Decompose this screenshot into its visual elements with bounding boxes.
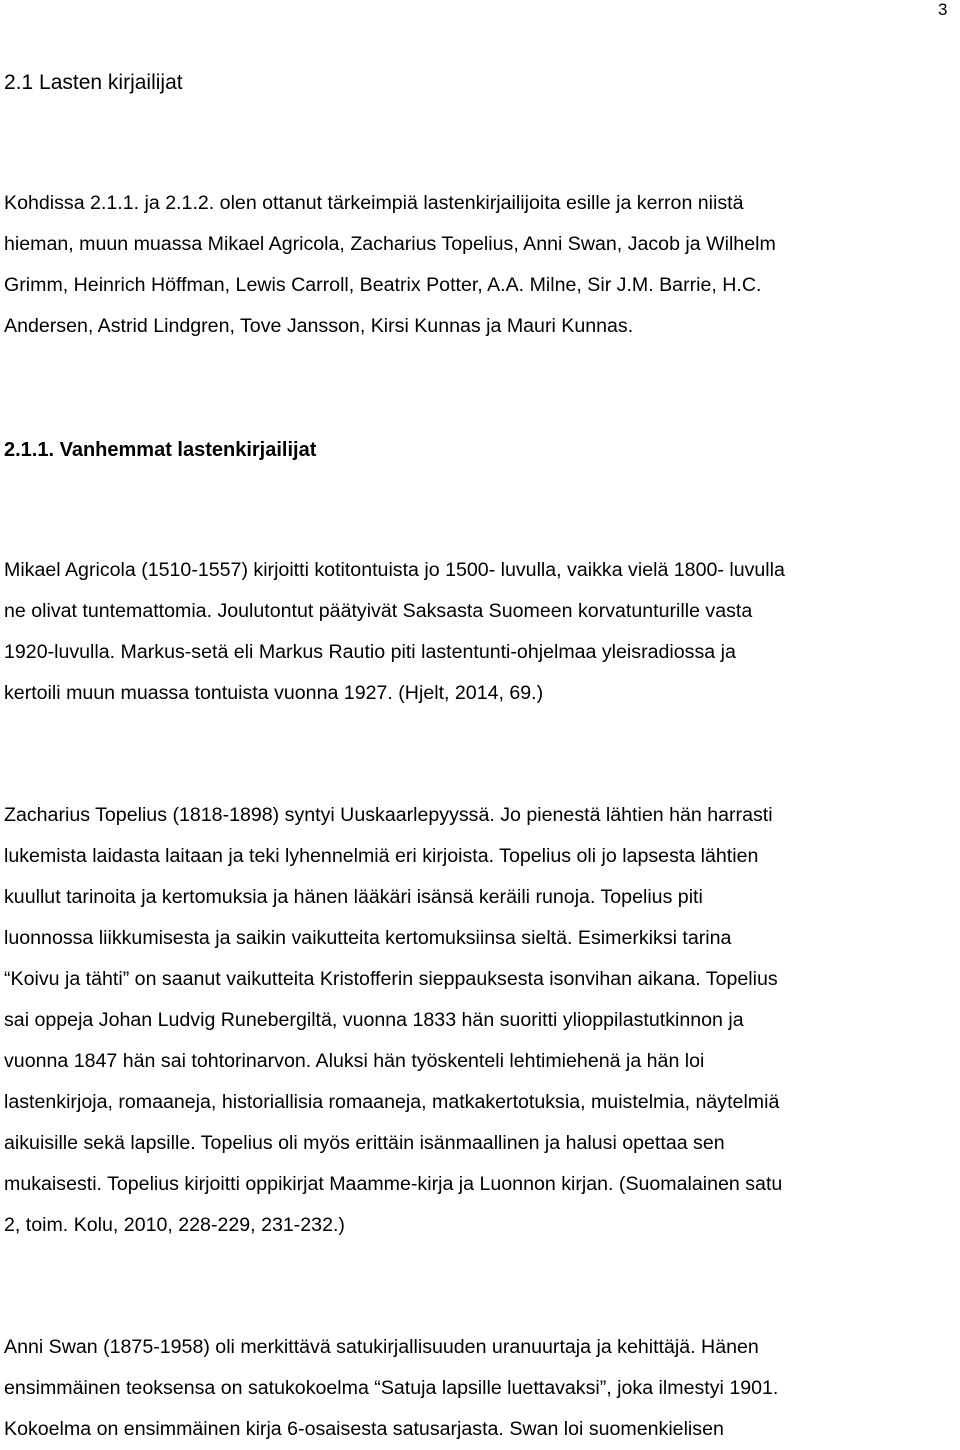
- paragraph-line: hieman, muun muassa Mikael Agricola, Zacharius Topelius, Anni Swan, Jacob ja Wilhelm: [4, 233, 776, 255]
- paragraph-line: Mikael Agricola (1510-1557) kirjoitti kotitontuista jo 1500- luvulla, vaikka vielä 1800- luvulla: [4, 559, 785, 581]
- paragraph-line: Andersen, Astrid Lindgren, Tove Jansson, Kirsi Kunnas ja Mauri Kunnas.: [4, 315, 634, 337]
- intro-paragraph: [4, 183, 958, 347]
- paragraph-line: aikuisille sekä lapsille. Topelius oli myös erittäin isänmaallinen ja halusi opettaa sen: [4, 1132, 725, 1154]
- paragraph-line: lukemista laidasta laitaan ja teki lyhennelmiä eri kirjoista. Topelius oli jo lapsesta lähtien: [4, 845, 759, 867]
- paragraph-line: Kohdissa 2.1.1. ja 2.1.2. olen ottanut tärkeimpiä lastenkirjailijoita esille ja kerron niistä: [4, 192, 744, 214]
- swan-paragraph: [4, 1327, 958, 1450]
- paragraph-line: sai oppeja Johan Ludvig Runebergiltä, vuonna 1833 hän suoritti ylioppilastutkinnon ja: [4, 1009, 744, 1031]
- page-number: 3: [938, 0, 948, 19]
- topelius-paragraph: [4, 795, 958, 1246]
- paragraph-line: vuonna 1847 hän sai tohtorinarvon. Aluksi hän työskenteli lehtimiehenä ja hän loi: [4, 1050, 705, 1072]
- paragraph-line: Kokoelma on ensimmäinen kirja 6-osaisesta satusarjasta. Swan loi suomenkielisen: [4, 1418, 724, 1440]
- section-heading: 2.1 Lasten kirjailijat: [4, 71, 183, 94]
- paragraph-line: kertoili muun muassa tontuista vuonna 1927. (Hjelt, 2014, 69.): [4, 682, 544, 704]
- subsection-heading: 2.1.1. Vanhemmat lastenkirjailijat: [4, 439, 317, 461]
- paragraph-line: “Koivu ja tähti” on saanut vaikutteita Kristofferin sieppauksesta isonvihan aikana. Topelius: [4, 968, 778, 990]
- paragraph-line: ensimmäinen teoksensa on satukokoelma “Satuja lapsille luettavaksi”, joka ilmestyi 1901.: [4, 1377, 779, 1399]
- paragraph-line: 1920-luvulla. Markus-setä eli Markus Rautio piti lastentunti-ohjelmaa yleisradiossa ja: [4, 641, 736, 663]
- paragraph-line: Anni Swan (1875-1958) oli merkittävä satukirjallisuuden uranuurtaja ja kehittäjä. Hänen: [4, 1336, 759, 1358]
- paragraph-line: Grimm, Heinrich Höffman, Lewis Carroll, Beatrix Potter, A.A. Milne, Sir J.M. Barrie, H.C.: [4, 274, 762, 296]
- paragraph-line: Zacharius Topelius (1818-1898) syntyi Uuskaarlepyyssä. Jo pienestä lähtien hän harrasti: [4, 804, 773, 826]
- paragraph-line: luonnossa liikkumisesta ja saikin vaikutteita kertomuksiinsa sieltä. Esimerkiksi tarina: [4, 927, 732, 949]
- paragraph-line: lastenkirjoja, romaaneja, historiallisia romaaneja, matkakertotuksia, muistelmia, näytelmiä: [4, 1091, 780, 1113]
- paragraph-line: kuullut tarinoita ja kertomuksia ja hänen lääkäri isänsä keräili runoja. Topelius piti: [4, 886, 703, 908]
- agricola-paragraph: [4, 550, 958, 714]
- paragraph-line: 2, toim. Kolu, 2010, 228-229, 231-232.): [4, 1214, 345, 1236]
- paragraph-line: mukaisesti. Topelius kirjoitti oppikirjat Maamme-kirja ja Luonnon kirjan. (Suomalainen satu: [4, 1173, 783, 1195]
- paragraph-line: ne olivat tuntemattomia. Joulutontut päätyivät Saksasta Suomeen korvatunturille vasta: [4, 600, 753, 622]
